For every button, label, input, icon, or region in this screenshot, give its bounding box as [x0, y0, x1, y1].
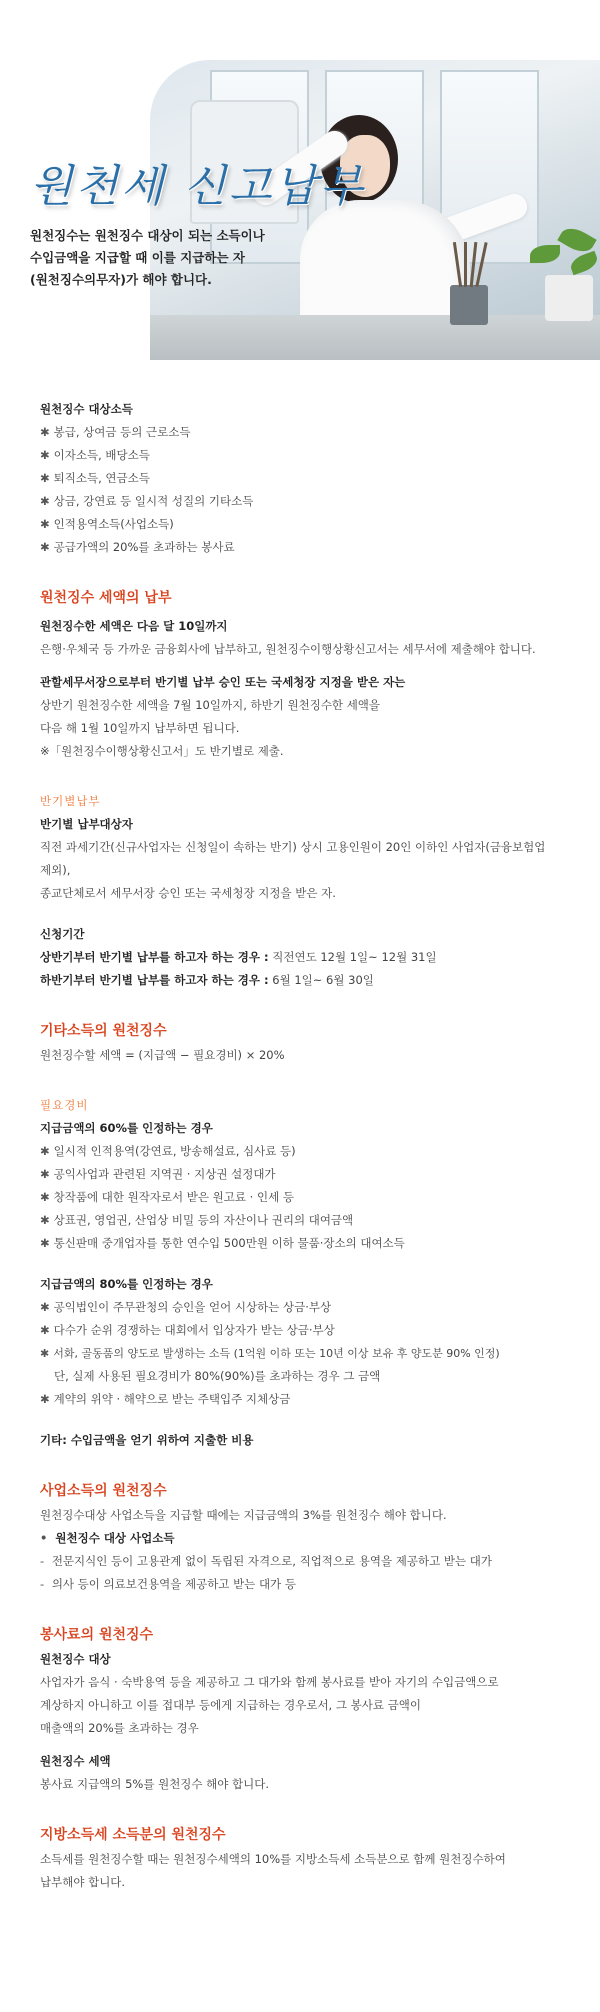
dash-bullet-icon: - — [40, 1577, 45, 1591]
paragraph: 사업자가 음식 · 숙박용역 등을 제공하고 그 대가와 함께 봉사료를 받아 자기의 수입금액으로 — [40, 1675, 499, 1689]
subheading: 반기별 납부대상자 — [40, 817, 133, 831]
subheading: 원천징수한 세액은 다음 달 10일까지 — [40, 619, 228, 633]
period-row: 하반기부터 반기별 납부를 하고자 하는 경우 : 6월 1일~ 6월 30일 — [40, 973, 374, 987]
paragraph: 소득세를 원천징수할 때는 원천징수세액의 10%를 지방소득세 소득분으로 함께 원천징수하여 — [40, 1852, 506, 1866]
star-bullet-icon: ✱ — [40, 471, 50, 485]
section-title-withholding-income: 원천징수 대상소득 — [40, 402, 133, 416]
list-item: ✱ 공급가액의 20%를 초과하는 봉사료 — [40, 540, 235, 554]
star-bullet-icon: ✱ — [40, 1144, 50, 1158]
section-heading-necessary-expenses: 필요경비 — [40, 1098, 89, 1112]
paragraph: 납부해야 합니다. — [40, 1875, 126, 1889]
star-bullet-icon: ✱ — [40, 517, 50, 531]
section-heading-other-income: 기타소득의 원천징수 — [40, 1023, 167, 1039]
list-item: ✱ 인적용역소득(사업소득) — [40, 517, 174, 531]
paragraph: 매출액의 20%를 초과하는 경우 — [40, 1721, 199, 1735]
list-item: ✱ 서화, 골동품의 양도로 발생하는 소득 (1억원 이하 또는 10년 이상 보유 후 양도분 90% 인정) — [40, 1347, 500, 1360]
paragraph: 계상하지 아니하고 이를 접대부 등에게 지급하는 경우로서, 그 봉사료 금액이 — [40, 1698, 421, 1712]
star-bullet-icon: ✱ — [40, 1236, 50, 1250]
paragraph: 종교단체로서 세무서장 승인 또는 국세청장 지정을 받은 자. — [40, 886, 336, 900]
star-bullet-icon: ✱ — [40, 1167, 50, 1181]
section-heading-semiannual: 반기별납부 — [40, 794, 101, 808]
subheading: 원천징수 대상 — [40, 1652, 111, 1666]
paragraph: 봉사료 지급액의 5%를 원천징수 해야 합니다. — [40, 1777, 270, 1791]
subheading: 원천징수 세액 — [40, 1754, 111, 1768]
subheading: 관할세무서장으로부터 반기별 납부 승인 또는 국세청장 지정을 받은 자는 — [40, 675, 406, 689]
list-item: ✱ 다수가 순위 경쟁하는 대회에서 입상자가 받는 상금·부상 — [40, 1323, 335, 1337]
hero-banner — [0, 0, 600, 370]
section-heading-business-income: 사업소득의 원천징수 — [40, 1483, 167, 1499]
paragraph: 원천징수대상 사업소득을 지급할 때에는 지급금액의 3%를 원천징수 해야 합니다. — [40, 1508, 447, 1522]
list-item: ✱ 공익법인이 주무관청의 승인을 얻어 시상하는 상금·부상 — [40, 1300, 332, 1314]
list-item: ✱ 이자소득, 배당소득 — [40, 448, 150, 462]
paragraph: 직전 과세기간(신규사업자는 신청일이 속하는 반기) 상시 고용인원이 20인 이하인 사업자(금융보험업 제외), — [40, 840, 546, 877]
star-bullet-icon: ✱ — [40, 448, 50, 462]
list-item: ✱ 공익사업과 관련된 지역권 · 지상권 설정대가 — [40, 1167, 276, 1181]
subheading: • 원천징수 대상 사업소득 — [40, 1531, 175, 1545]
star-bullet-icon: ✱ — [40, 1347, 50, 1360]
list-item: ✱ 통신판매 중개업자를 통한 연수입 500만원 이하 물품·장소의 대여소득 — [40, 1236, 405, 1250]
list-item: ✱ 창작품에 대한 원작자로서 받은 원고료 · 인세 등 — [40, 1190, 294, 1204]
plant-illustration — [545, 275, 593, 321]
paragraph: 상반기 원천징수한 세액을 7월 10일까지, 하반기 원천징수한 세액을 — [40, 698, 381, 712]
content — [40, 398, 560, 1894]
period-row: 상반기부터 반기별 납부를 하고자 하는 경우 : 직전연도 12월 1일~ 12월 31일 — [40, 950, 437, 964]
paragraph: 다음 해 1월 10일까지 납부하면 됩니다. — [40, 721, 240, 735]
star-bullet-icon: ✱ — [40, 494, 50, 508]
list-item: ✱ 상금, 강연료 등 일시적 성질의 기타소득 — [40, 494, 254, 508]
hero-description: 원천징수는 원천징수 대상이 되는 소득이나 수입금액을 지급할 때 이를 지급하는 자 (원천징수의무자)가 해야 합니다. — [30, 228, 265, 287]
star-bullet-icon: ✱ — [40, 1213, 50, 1227]
star-bullet-icon: ✱ — [40, 425, 50, 439]
subheading: 지급금액의 80%를 인정하는 경우 — [40, 1277, 213, 1291]
subheading: 지급금액의 60%를 인정하는 경우 — [40, 1121, 213, 1135]
page-title: 원천세 신고납부 — [30, 161, 366, 212]
note: ※「원천징수이행상황신고서」도 반기별로 제출. — [40, 744, 284, 758]
section-heading-local-income-tax: 지방소득세 소득분의 원천징수 — [40, 1827, 226, 1843]
list-item: ✱ 계약의 위약 · 해약으로 받는 주택입주 지체상금 — [40, 1392, 291, 1406]
dash-bullet-icon: - — [40, 1554, 45, 1568]
star-bullet-icon: ✱ — [40, 1323, 50, 1337]
list-item: ✱ 일시적 인적용역(강연료, 방송해설료, 심사료 등) — [40, 1144, 296, 1158]
star-bullet-icon: ✱ — [40, 1300, 50, 1314]
star-bullet-icon: ✱ — [40, 540, 50, 554]
dot-bullet-icon: • — [40, 1531, 48, 1545]
subheading: 신청기간 — [40, 927, 85, 941]
paragraph: 은행·우체국 등 가까운 금융회사에 납부하고, 원천징수이행상황신고서는 세무서에 제출해야 합니다. — [40, 642, 536, 656]
section-heading-service-charge: 봉사료의 원천징수 — [40, 1627, 154, 1643]
indent-note: 단, 실제 사용된 필요경비가 80%(90%)를 초과하는 경우 그 금액 — [54, 1369, 381, 1383]
star-bullet-icon: ✱ — [40, 1190, 50, 1204]
other-expenses: 기타: 수입금액을 얻기 위하여 지출한 비용 — [40, 1433, 254, 1447]
list-item: - 전문지식인 등이 고용관계 없이 독립된 자격으로, 직업적으로 용역을 제공하고 받는 대가 — [40, 1554, 492, 1568]
list-item: - 의사 등이 의료보건용역을 제공하고 받는 대가 등 — [40, 1577, 296, 1591]
list-item: ✱ 상표권, 영업권, 산업상 비밀 등의 자산이나 권리의 대여금액 — [40, 1213, 354, 1227]
list-item: ✱ 봉급, 상여금 등의 근로소득 — [40, 425, 191, 439]
pen-cup-illustration — [450, 285, 488, 325]
section-heading-tax-payment: 원천징수 세액의 납부 — [40, 590, 172, 606]
formula: 원천징수할 세액 = (지급액 − 필요경비) × 20% — [40, 1048, 285, 1062]
star-bullet-icon: ✱ — [40, 1392, 50, 1406]
list-item: ✱ 퇴직소득, 연금소득 — [40, 471, 150, 485]
